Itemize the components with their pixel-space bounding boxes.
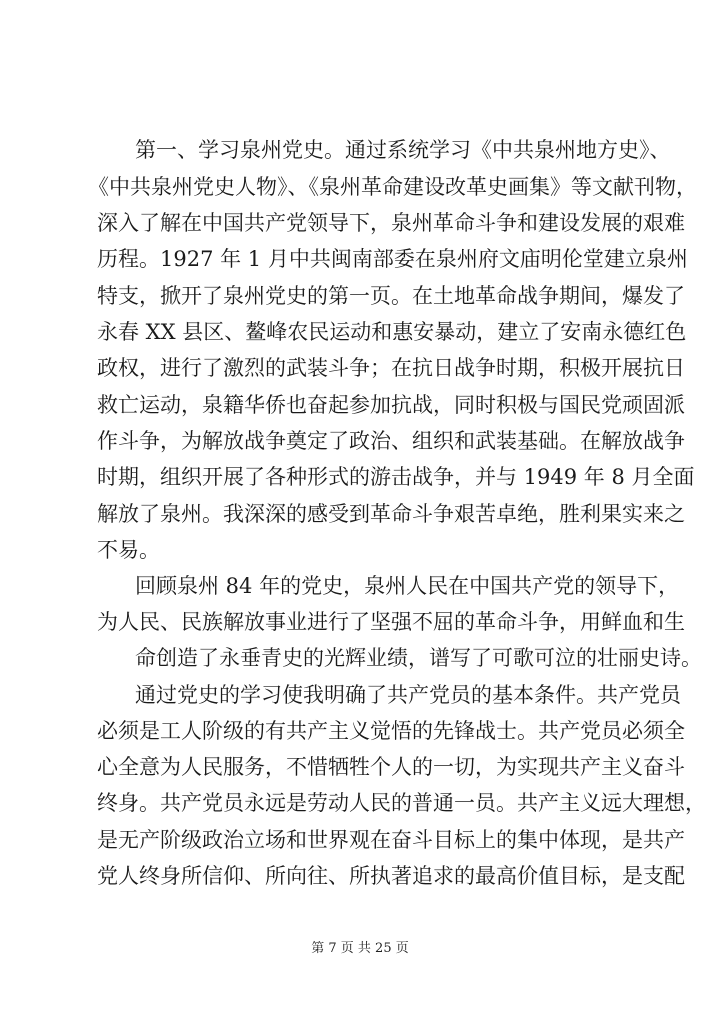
text-line: 终身。共产党员永远是劳动人民的普通一员。共产主义远大理想， — [97, 791, 706, 815]
text-line: 党人终身所信仰、所向往、所执著追求的最高价值目标，是支配 — [97, 864, 685, 888]
text-line: 为人民、民族解放事业进行了坚强不屈的革命斗争，用鲜血和生 — [97, 610, 685, 634]
page-number-footer: 第 7 页 共 25 页 — [311, 941, 409, 956]
text-line: 解放了泉州。我深深的感受到革命斗争艰苦卓绝，胜利果实来之 — [97, 502, 685, 526]
text-line: 历程。1927 年 1 月中共闽南部委在泉州府文庙明伦堂建立泉州 — [97, 247, 688, 271]
text-line: 命创造了永垂青史的光辉业绩，谱写了可歌可泣的壮丽史诗。 — [135, 646, 702, 670]
text-line: 第一、学习泉州党史。通过系统学习《中共泉州地方史》、 — [135, 138, 671, 162]
text-line: 作斗争，为解放战争奠定了政治、组织和武装基础。在解放战争 — [97, 429, 685, 453]
text-line: 不易。 — [97, 538, 160, 562]
text-line: 心全意为人民服务，不惜牺牲个人的一切，为实现共产主义奋斗 — [97, 755, 685, 779]
text-line: 政权，进行了激烈的武装斗争；在抗日战争时期，积极开展抗日 — [97, 356, 685, 380]
text-line: 深入了解在中国共产党领导下，泉州革命斗争和建设发展的艰难 — [97, 211, 685, 235]
text-line: 《中共泉州党史人物》、《泉州革命建设改革史画集》等文献刊物， — [88, 175, 697, 199]
text-line: 通过党史的学习使我明确了共产党员的基本条件。共产党员 — [135, 683, 681, 707]
text-line: 时期，组织开展了各种形式的游击战争，并与 1949 年 8 月全面 — [97, 465, 695, 489]
text-line: 回顾泉州 84 年的党史，泉州人民在中国共产党的领导下， — [135, 574, 680, 598]
text-line: 特支，掀开了泉州党史的第一页。在土地革命战争期间，爆发了 — [97, 284, 685, 308]
text-line: 永春 XX 县区、鳌峰农民运动和惠安暴动，建立了安南永德红色 — [97, 320, 687, 344]
text-line: 是无产阶级政治立场和世界观在奋斗目标上的集中体现，是共产 — [97, 828, 685, 852]
text-line: 救亡运动，泉籍华侨也奋起参加抗战，同时积极与国民党顽固派 — [97, 393, 685, 417]
text-line: 必须是工人阶级的有共产主义觉悟的先锋战士。共产党员必须全 — [97, 719, 685, 743]
